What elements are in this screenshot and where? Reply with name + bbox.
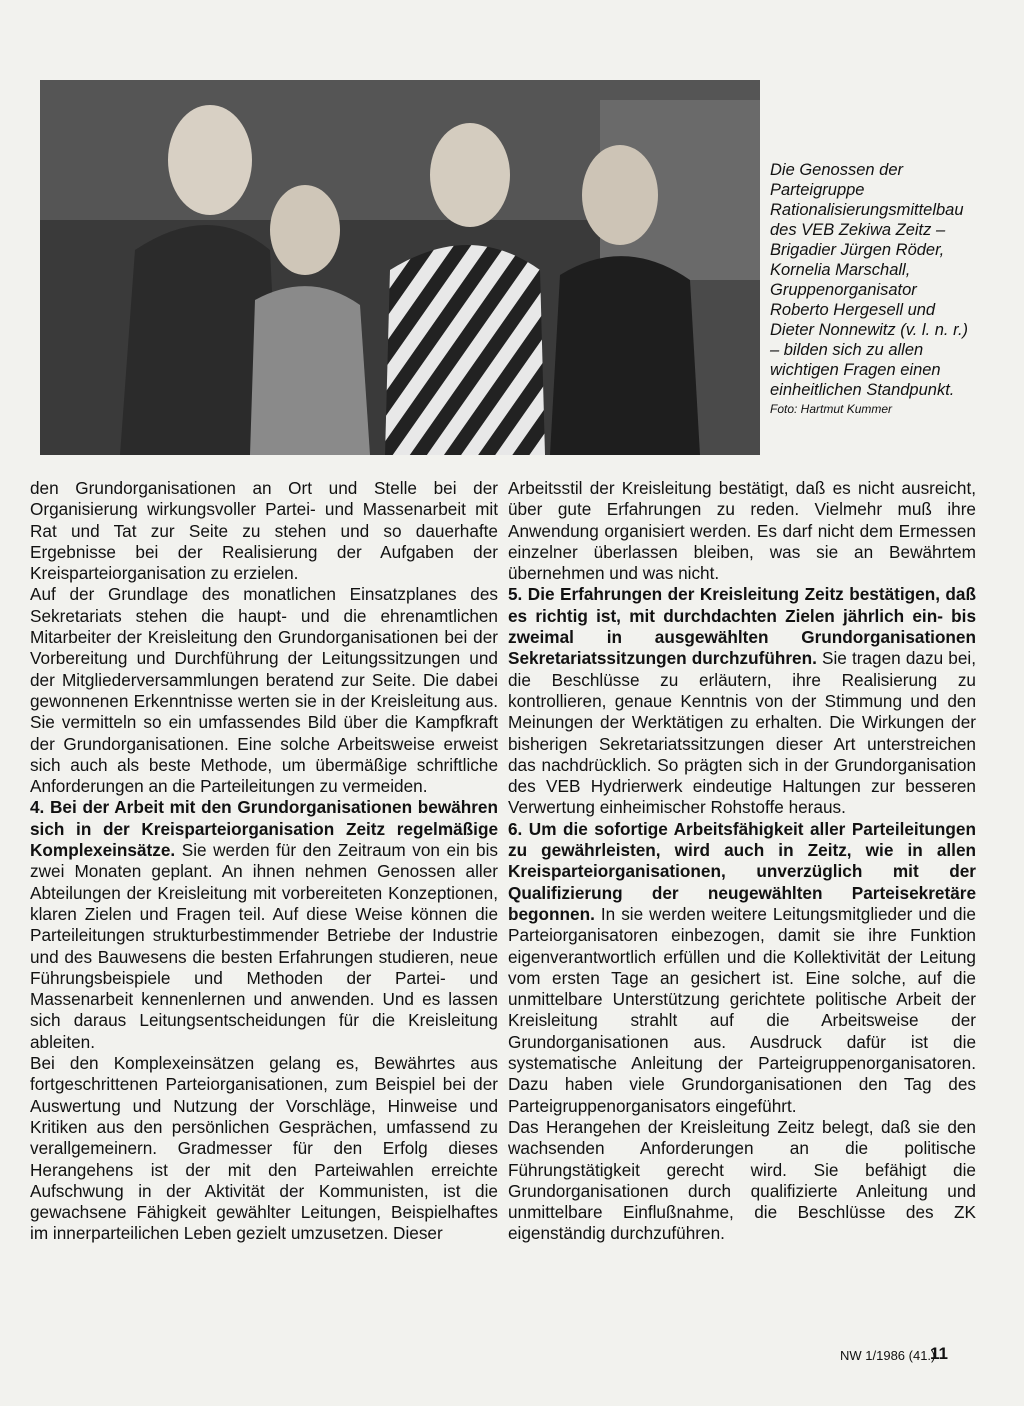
issue-info: NW 1/1986 (41.) xyxy=(840,1348,936,1363)
right-column xyxy=(508,478,976,1245)
paragraph: Das Herangehen der Kreisleitung Zeitz belegt, daß sie den wachsenden Anforderungen an die politische Führungstätigkeit gerecht wird. Sie befähigt die Grundorganisationen durch qualifizierte Anleitung und unmittelbare Einflußnahme, die Beschlüsse des ZK eigenständig durchzuführen. xyxy=(508,1116,976,1244)
left-column xyxy=(30,478,498,1245)
photo-credit: Foto: Hartmut Kummer xyxy=(770,402,893,416)
page-number: 11 xyxy=(930,1344,948,1363)
paragraph-text: In sie werden weitere Leitungsmitglieder und die Parteiorganisatoren einbezogen, damit sie ihre Funktion eigenverantwortlich erfüllen und die Kollektivität der Leitung vom ersten Tage an gesichert ist. Eine solche, auf die unmittelbare Unterstützung gerichtete politische Arbeit der Kreisleitung strahlt auf die Arbeitsweise der Grundorganisationen aus. Ausdruck dafür ist die systematische Anleitung der Parteigruppenorganisatoren. Dazu haben viele Grundorganisationen den Tag des Parteigruppenorganisators eingeführt. xyxy=(508,903,976,1116)
photo-caption xyxy=(770,160,970,417)
paragraph xyxy=(30,797,498,1053)
caption-text: Die Genossen der Parteigruppe Rationalisierungsmittelbau des VEB Zekiwa Zeitz – Brigadier Jürgen Röder, Kornelia Marschall, Gruppenorganisator Roberto Hergesell und Dieter Nonnewitz (v. l. n. r.) – bilden sich zu allen wichtigen Fragen einen einheitlichen Standpunkt. xyxy=(770,161,969,399)
group-photo xyxy=(40,80,760,455)
paragraph-text: Sie tragen dazu bei, die Beschlüsse zu erläutern, ihre Realisierung zu kontrollieren, genaue Kenntnis von der Stimmung und den Meinungen der Werktätigen zu erhalten. Die Wirkungen der bisherigen Sekretariatssitzungen dieser Art unterstreichen das nachdrücklich. So prägten sich in der Grundorganisation des VEB Hydrierwerk eindeutige Haltungen zur besseren Verwertung einheimischer Rohstoffe heraus. xyxy=(508,648,976,818)
section-heading: 6. Um die sofortige Arbeitsfähigkeit aller Parteileitungen zu gewährleisten, wird auch in Zeitz, wie in allen Kreisparteiorganisationen, unverzüglich mit der Qualifizierung der neugewählten Parteisekretäre begonnen. xyxy=(508,818,976,924)
paragraph-text: Sie werden für den Zeitraum von ein bis zwei Monaten geplant. An ihnen nehmen Genossen aller Abteilungen der Kreisleitung mit vorbereiteten Konzeptionen, klaren Zielen und Fragen teil. Auf diese Weise können die Parteileitungen strukturbestimmender Betriebe der Industrie und des Bauwesens die besten Erfahrungen studieren, neue Führungsbeispiele und Methoden der Partei- und Massenarbeit kennenlernen und anwenden. Und es lassen sich daraus Leitungsentscheidungen für die Kreisleitung ableiten. xyxy=(30,840,498,1052)
paragraph: den Grundorganisationen an Ort und Stelle bei der Organisierung wirkungsvoller Partei- und Massenarbeit mit Rat und Tat zur Seite zu stehen und so dauerhafte Ergebnisse bei der Realisierung der Aufgaben der Kreisparteiorganisation zu erzielen. xyxy=(30,478,498,584)
paragraph xyxy=(508,819,976,1117)
paragraph: Bei den Komplexeinsätzen gelang es, Bewährtes aus fortgeschrittenen Parteiorganisationen, zum Beispiel bei der Auswertung und Nutzung der Vorschläge, Hinweise und Kritiken aus den persönlichen Gesprächen, umfassend zu verallgemeinern. Gradmesser für den Erfolg dieses Herangehens ist der mit den Parteiwahlen erreichte Aufschwung in der Aktivität der Kommunisten, ist die gewachsene Fähigkeit gewählter Leitungen, Beispielhaftes im innerparteilichen Leben gezielt umzusetzen. Dieser xyxy=(30,1053,498,1244)
paragraph: Auf der Grundlage des monatlichen Einsatzplanes des Sekretariats stehen die haupt- und die ehrenamtlichen Mitarbeiter der Kreisleitung den Grundorganisationen bei der Vorbereitung und Durchführung der Leitungssitzungen und der Mitgliederversammlungen beratend zur Seite. Die dabei gewonnenen Erkenntnisse werten sie in der Kreisleitung aus. Sie vermitteln so ein umfassendes Bild über die Kampfkraft der Grundorganisationen. Eine solche Arbeitsweise erweist sich auch als beste Methode, um übermäßige schriftliche Anforderungen an die Parteileitungen zu vermeiden. xyxy=(30,584,498,797)
section-heading: 5. Die Erfahrungen der Kreisleitung Zeitz bestätigen, daß es richtig ist, mit durchdachten Zielen jährlich ein- bis zweimal in ausgewählten Grundorganisationen Sekretariatssitzungen durchzuführen. xyxy=(508,584,976,669)
paragraph: Arbeitsstil der Kreisleitung bestätigt, daß es nicht ausreicht, über gute Erfahrungen zu reden. Vielmehr muß ihre Anwendung organisiert werden. Es darf nicht dem Ermessen einzelner überlassen bleiben, was sie an Bewährtem übernehmen und was nicht. xyxy=(508,478,976,584)
paragraph xyxy=(508,584,976,818)
section-heading: 4. Bei der Arbeit mit den Grundorganisationen bewähren sich in der Kreisparteiorganisation Zeitz regelmäßige Komplexeinsätze. xyxy=(30,797,498,861)
